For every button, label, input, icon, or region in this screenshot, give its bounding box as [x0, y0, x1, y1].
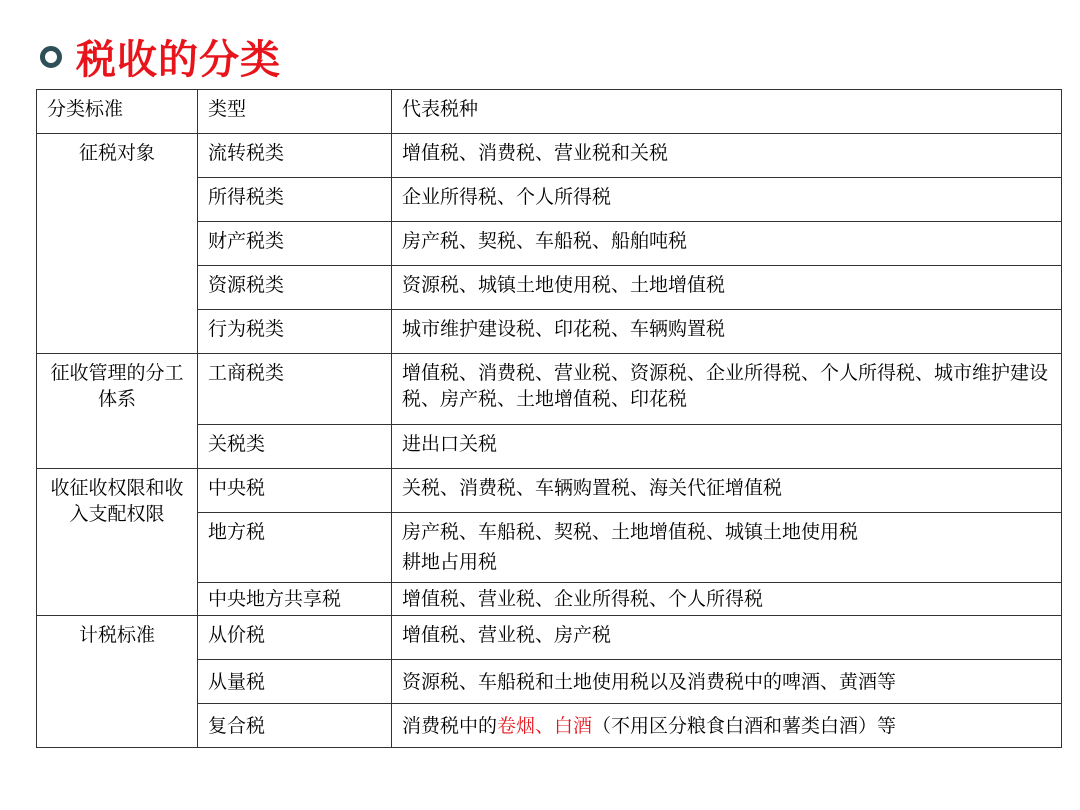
taxes-line: 耕地占用税 [402, 551, 498, 573]
taxes-cell: 增值税、消费税、营业税和关税 [392, 134, 1062, 178]
taxes-cell: 资源税、城镇土地使用税、土地增值税 [392, 266, 1062, 310]
page-title: 税收的分类 [76, 37, 281, 83]
tax-classification-table [36, 89, 1062, 748]
table-header-row [37, 90, 1062, 134]
table-row [37, 134, 1062, 178]
type-cell: 流转税类 [198, 134, 392, 178]
type-cell: 财产税类 [198, 222, 392, 266]
header-classification-standard: 分类标准 [37, 90, 198, 134]
type-cell: 中央税 [198, 469, 392, 513]
table-row [37, 616, 1062, 660]
type-cell: 工商税类 [198, 354, 392, 425]
type-cell: 资源税类 [198, 266, 392, 310]
taxes-line: 房产税、车船税、契税、土地增值税、城镇土地使用税 [402, 521, 859, 543]
type-cell: 所得税类 [198, 178, 392, 222]
taxes-cell: 增值税、营业税、企业所得税、个人所得税 [392, 583, 1062, 616]
group-label: 计税标准 [37, 616, 198, 748]
group-label: 征收管理的分工体系 [37, 354, 198, 469]
taxes-cell: 增值税、消费税、营业税、资源税、企业所得税、个人所得税、城市维护建设税、房产税、土地增值税、印花税 [392, 354, 1062, 425]
bullet-icon [40, 46, 62, 68]
taxes-cell: 进出口关税 [392, 425, 1062, 469]
taxes-cell: 企业所得税、个人所得税 [392, 178, 1062, 222]
taxes-cell: 增值税、营业税、房产税 [392, 616, 1062, 660]
group-label: 征税对象 [37, 134, 198, 354]
title-row [40, 28, 281, 85]
table-row [37, 354, 1062, 425]
table-row [37, 469, 1062, 513]
taxes-cell: 关税、消费税、车辆购置税、海关代征增值税 [392, 469, 1062, 513]
group-label: 收征收权限和收入支配权限 [37, 469, 198, 616]
taxes-cell: 房产税、契税、车船税、船舶吨税 [392, 222, 1062, 266]
type-cell: 地方税 [198, 513, 392, 583]
taxes-prefix: 消费税中的 [402, 714, 498, 737]
taxes-suffix: （不用区分粮食白酒和薯类白酒）等 [592, 714, 897, 737]
type-cell: 中央地方共享税 [198, 583, 392, 616]
type-cell: 行为税类 [198, 310, 392, 354]
taxes-cell: 资源税、车船税和土地使用税以及消费税中的啤酒、黄酒等 [392, 660, 1062, 704]
taxes-cell [392, 704, 1062, 748]
taxes-highlight: 卷烟、白酒 [497, 714, 593, 737]
type-cell: 从价税 [198, 616, 392, 660]
taxes-cell [392, 513, 1062, 583]
type-cell: 从量税 [198, 660, 392, 704]
taxes-cell: 城市维护建设税、印花税、车辆购置税 [392, 310, 1062, 354]
type-cell: 复合税 [198, 704, 392, 748]
header-representative-taxes: 代表税种 [392, 90, 1062, 134]
type-cell: 关税类 [198, 425, 392, 469]
header-type: 类型 [198, 90, 392, 134]
